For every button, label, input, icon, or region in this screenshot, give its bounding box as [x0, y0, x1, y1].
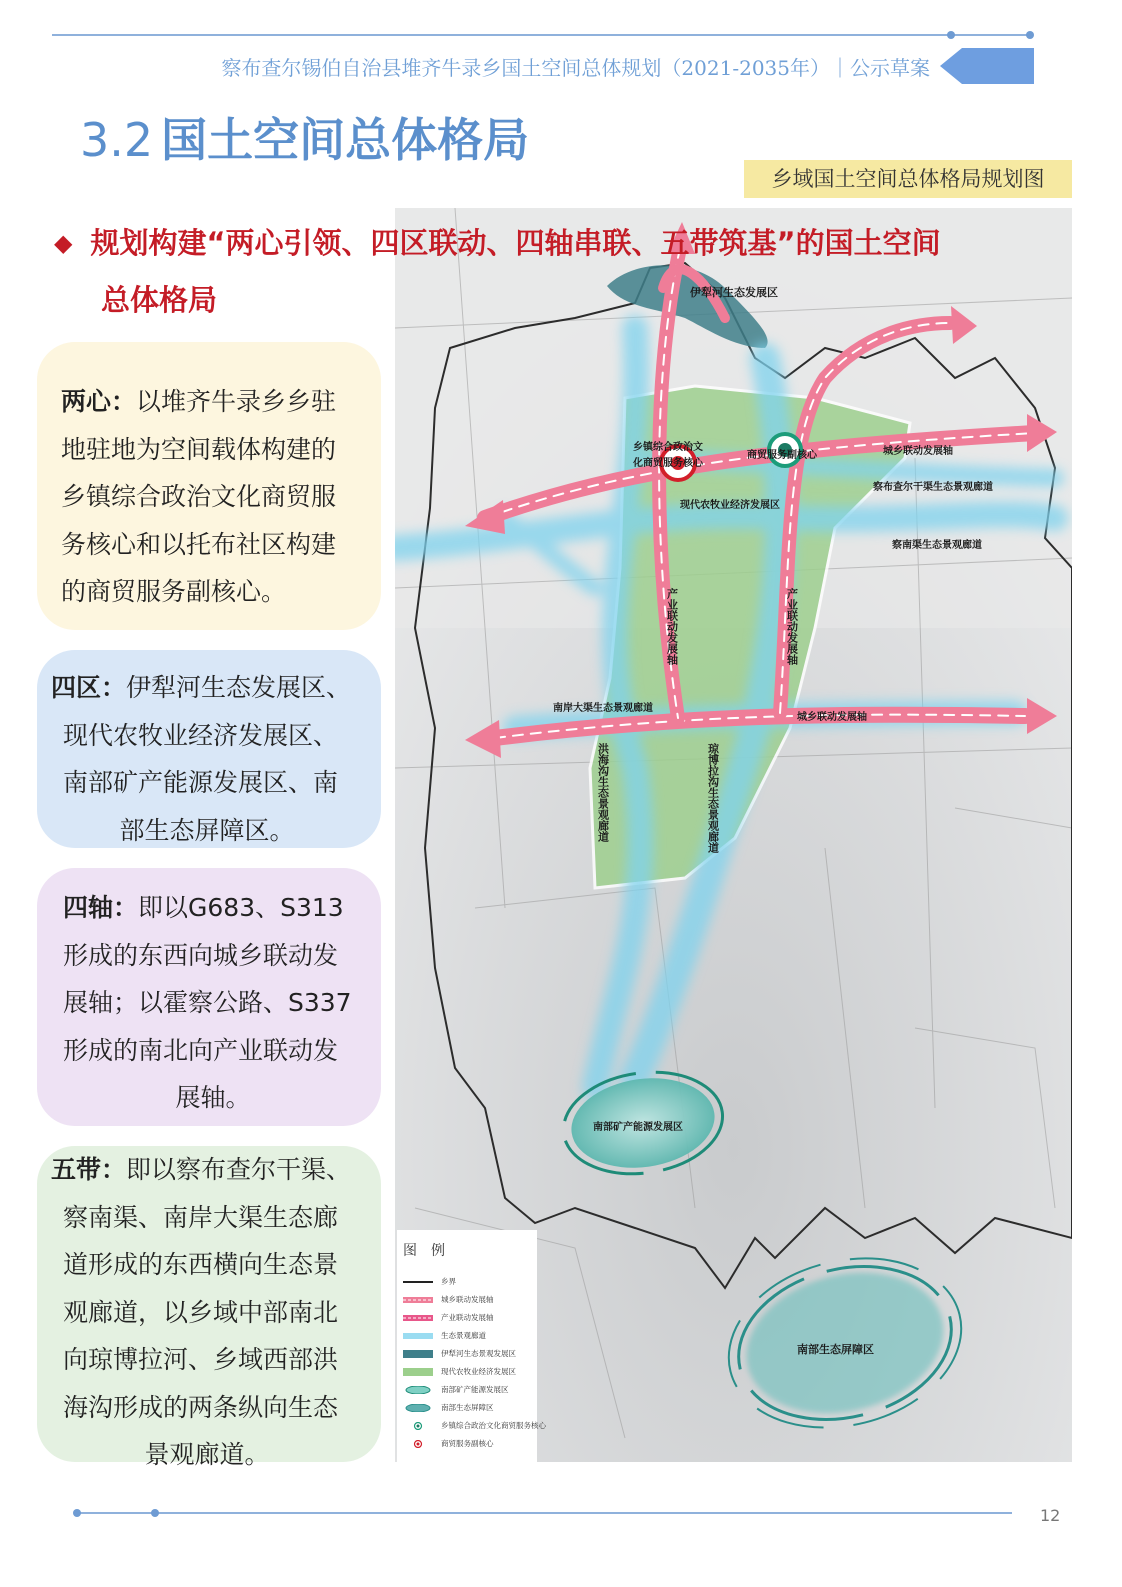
card-label: 四区： [51, 673, 127, 702]
legend-title: 图 例 [403, 1243, 445, 1259]
header-rule [52, 34, 1030, 36]
section-title-text: 国土空间总体格局 [161, 113, 530, 167]
card-five-belts: 五带：即以察布查尔干渠、 察南渠、南岸大渠生态廊 道形成的东西横向生态景 观廊道，以乡域中部南北 向琼博拉河、乡域西部洪 海沟形成的两条纵向生态 景观廊道。 [37, 1146, 381, 1462]
label-chanan-canal: 察南渠生态景观廊道 [892, 540, 982, 551]
legend-main-core-symbol [403, 1422, 433, 1430]
footer-rule [76, 1512, 1012, 1514]
card-four-axes: 四轴：即以G683、S313 形成的东西向城乡联动发 展轴；以霍察公路、S337 形成的南北向产业联动发 展轴。 [37, 868, 381, 1126]
legend-item: 乡界 [401, 1275, 537, 1289]
diamond-bullet-icon: ◆ [54, 229, 73, 257]
label-nanan-canal: 南岸大渠生态景观廊道 [553, 703, 653, 714]
legend-item: 伊犁河生态景观发展区 [401, 1347, 537, 1361]
legend-boundary-symbol [403, 1278, 433, 1286]
legend-mining-zone-symbol [403, 1386, 433, 1394]
label-barrier-zone: 南部生态屏障区 [797, 1343, 874, 1356]
label-mining-zone: 南部矿产能源发展区 [593, 1122, 683, 1133]
label-honghai-corridor: 洪海沟生态景观廊道 [596, 743, 610, 842]
figure-title: 乡域国土空间总体格局规划图 [744, 160, 1072, 198]
header-tab-shape [940, 48, 1034, 84]
legend-industry-axis-symbol [403, 1314, 433, 1322]
document-header-title: 察布查尔锡伯自治县堆齐牛录乡国土空间总体规划（2021-2035年）｜公示草案 [221, 56, 930, 80]
legend-item: 乡镇综合政治文化商贸服务核心 [401, 1419, 537, 1433]
label-qiongbola-corridor: 琼博拉沟生态景观廊道 [706, 743, 720, 853]
legend-item: 南部生态屏障区 [401, 1401, 537, 1415]
legend-item: 商贸服务副核心 [401, 1437, 537, 1451]
section-number: 3.2 [80, 113, 154, 167]
label-agri-zone: 现代农牧业经济发展区 [680, 500, 780, 511]
headline [54, 215, 1074, 329]
page-number: 12 [1040, 1506, 1061, 1525]
headline-line2: 总体格局 [101, 283, 218, 317]
legend-item: 生态景观廊道 [401, 1329, 537, 1343]
header-rule-dot [947, 31, 955, 39]
legend-item: 现代农牧业经济发展区 [401, 1365, 537, 1379]
section-title [80, 104, 529, 170]
label-industry-axis-west: 产业联动发展轴 [665, 588, 679, 665]
footer-rule-dot [151, 1509, 159, 1517]
legend-corridor-symbol [403, 1332, 433, 1340]
legend-item: 产业联动发展轴 [401, 1311, 537, 1325]
legend-urban-axis-symbol [403, 1296, 433, 1304]
footer-rule-dot [73, 1509, 81, 1517]
label-yili-zone: 伊犁河生态发展区 [690, 286, 778, 299]
card-label: 四轴： [63, 893, 139, 922]
legend-item: 城乡联动发展轴 [401, 1293, 537, 1307]
card-label: 两心： [61, 387, 137, 416]
header-rule-dot [1026, 31, 1034, 39]
label-sub-core: 商贸服务副核心 [747, 450, 817, 461]
legend-item: 南部矿产能源发展区 [401, 1383, 537, 1397]
legend-sub-core-symbol [403, 1440, 433, 1448]
map-legend [397, 1230, 546, 1462]
label-industry-axis-east: 产业联动发展轴 [785, 588, 799, 665]
legend-barrier-zone-symbol [403, 1404, 433, 1412]
legend-agri-zone-symbol [403, 1368, 433, 1376]
label-urban-axis-north: 城乡联动发展轴 [883, 446, 953, 457]
headline-line1: 规划构建“两心引领、四区联动、四轴串联、五带筑基”的国土空间 [90, 226, 941, 260]
label-chabuchaer-canal: 察布查尔干渠生态景观廊道 [873, 482, 993, 493]
label-urban-axis-east: 城乡联动发展轴 [797, 712, 867, 723]
label-main-core-line2: 化商贸服务核心 [633, 458, 703, 469]
label-main-core-line1: 乡镇综合政治文 [633, 442, 703, 453]
card-two-centers: 两心：以堆齐牛录乡乡驻 地驻地为空间载体构建的 乡镇综合政治文化商贸服 务核心和以托布社区构建 的商贸服务副核心。 [37, 342, 381, 630]
legend-yili-zone-symbol [403, 1350, 433, 1358]
card-four-zones: 四区：伊犁河生态发展区、 现代农牧业经济发展区、 南部矿产能源发展区、南 部生态屏障区。 [37, 650, 381, 848]
card-label: 五带： [51, 1155, 127, 1184]
